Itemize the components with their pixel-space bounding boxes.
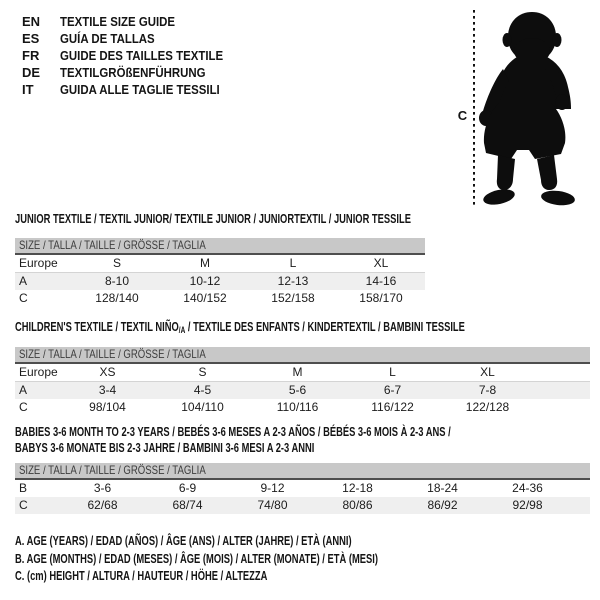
cell: 8-10 [104, 274, 130, 288]
size-column: L [345, 364, 440, 382]
filler-cell [570, 480, 590, 497]
size-column: XL [440, 364, 535, 382]
language-row-de [22, 64, 245, 81]
height-marker-label: C [457, 108, 468, 123]
junior-size-header-bar: SIZE / TALLA / TAILLE / GRÖSSE / TAGLIA [15, 238, 425, 255]
cell: 92/98 [512, 498, 543, 512]
row-label: C [19, 400, 28, 414]
cell: 152/158 [271, 291, 315, 305]
language-title: GUIDE DES TAILLES TEXTILE [60, 48, 224, 63]
legend-line-a: A. AGE (YEARS) / EDAD (AÑOS) / ÂGE (ANS) / ALTER (JAHRE) / ETÀ (ANNI) [15, 533, 352, 548]
cell: 18-24 [427, 481, 458, 495]
toddler-silhouette-figure [455, 7, 595, 212]
row-label: B [19, 481, 28, 495]
size-column: XL [337, 255, 425, 273]
table-row [15, 480, 590, 497]
cell: 3-4 [98, 383, 117, 397]
language-row-fr [22, 47, 245, 64]
cell: 86/92 [427, 498, 458, 512]
legend-line-b: B. AGE (MONTHS) / EDAD (MESES) / ÂGE (MOIS) / ALTER (MONATE) / ETÀ (MESI) [15, 550, 378, 566]
table-column-header-row [15, 255, 425, 273]
cell: 74/80 [257, 498, 288, 512]
table-row [15, 382, 590, 400]
size-column: M [250, 364, 345, 382]
size-column: XS [60, 364, 155, 382]
language-title: GUIDA ALLE TAGLIE TESSILI [60, 82, 220, 97]
language-code: EN [22, 14, 41, 29]
cell: 158/170 [359, 291, 403, 305]
size-column: L [249, 255, 337, 273]
table-row [15, 273, 425, 291]
cell: 6-7 [383, 383, 402, 397]
babies-size-table [15, 480, 590, 514]
language-title: GUÍA DE TALLAS [60, 31, 155, 46]
language-code: DE [22, 65, 41, 80]
filler-cell [570, 497, 590, 514]
cell: 122/128 [465, 400, 510, 414]
table-row [15, 399, 590, 416]
region-label: Europe [15, 255, 73, 273]
cell: 7-8 [478, 383, 497, 397]
table-column-header-row [15, 364, 590, 382]
filler-cell [535, 364, 590, 382]
children-section-title: CHILDREN'S TEXTILE / TEXTIL NIÑO/A / TEXTILE DES ENFANTS / KINDERTEXTIL / BAMBINI TESSILE [15, 319, 465, 335]
cell: 98/104 [89, 400, 126, 414]
cell: 4-5 [193, 383, 212, 397]
cell: 12-13 [277, 274, 309, 288]
language-title: TEXTILE SIZE GUIDE [60, 14, 176, 29]
cell: 12-18 [342, 481, 373, 495]
size-column: S [73, 255, 161, 273]
row-label: A [19, 274, 28, 288]
cell: 140/152 [183, 291, 227, 305]
cell: 24-36 [512, 481, 543, 495]
language-code: FR [22, 48, 40, 63]
cell: 6-9 [178, 481, 197, 495]
cell: 14-16 [365, 274, 397, 288]
filler-cell [535, 382, 590, 400]
region-label: Europe [15, 364, 60, 382]
language-code: IT [22, 82, 34, 97]
cell: 104/110 [181, 400, 224, 414]
row-label: C [19, 291, 28, 305]
legend-line-c: C. (cm) HEIGHT / ALTURA / HAUTEUR / HÖHE / ALTEZZA [15, 568, 268, 583]
cell: 9-12 [260, 481, 285, 495]
table-row [15, 290, 425, 307]
cell: 80/86 [342, 498, 373, 512]
cell: 110/116 [276, 400, 319, 414]
legend [15, 532, 519, 585]
language-title: TEXTILGRÖßENFÜHRUNG [60, 65, 206, 80]
cell: 68/74 [172, 498, 203, 512]
row-label: C [19, 498, 28, 512]
cell: 5-6 [288, 383, 307, 397]
children-size-header-bar: SIZE / TALLA / TAILLE / GRÖSSE / TAGLIA [15, 347, 590, 364]
language-row-en [22, 13, 245, 30]
junior-size-table [15, 255, 425, 307]
toddler-silhouette [479, 12, 576, 207]
cell: 3-6 [93, 481, 112, 495]
language-row-it [22, 81, 245, 98]
cell: 128/140 [95, 291, 139, 305]
filler-cell [535, 399, 590, 416]
babies-size-header-bar: SIZE / TALLA / TAILLE / GRÖSSE / TAGLIA [15, 463, 590, 480]
children-size-table [15, 364, 590, 416]
cell: 62/68 [87, 498, 118, 512]
language-title-list [22, 13, 245, 98]
language-row-es [22, 30, 245, 47]
row-label: A [19, 383, 28, 397]
table-row [15, 497, 590, 514]
size-column: M [161, 255, 249, 273]
cell: 10-12 [189, 274, 221, 288]
cell: 116/122 [371, 400, 414, 414]
size-column: S [155, 364, 250, 382]
language-code: ES [22, 31, 40, 46]
junior-section-title: JUNIOR TEXTILE / TEXTIL JUNIOR/ TEXTILE JUNIOR / JUNIORTEXTIL / JUNIOR TESSILE [15, 211, 411, 226]
babies-section-title: BABIES 3-6 MONTH TO 2-3 YEARS / BEBÉS 3-6 MESES A 2-3 AÑOS / BÉBÉS 3-6 MOIS À 2-3 ANS / BABYS 3-6 MONATE BIS 2-3 JAHRE / BAMBINI 3-6 MESI A 2-3 ANNI [15, 424, 451, 455]
